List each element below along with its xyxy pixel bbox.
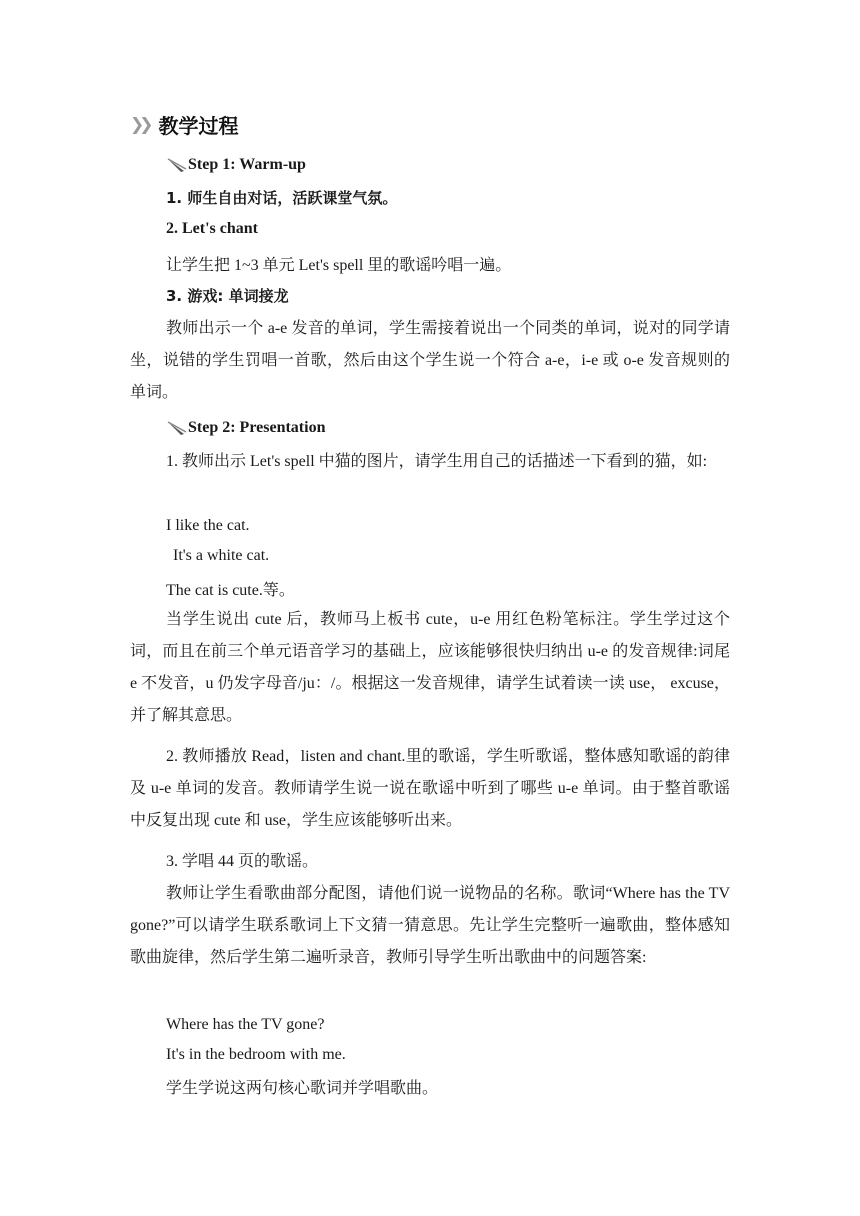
example-line-2: It's a white cat. [173,547,270,564]
step1-item1: 1. 师生自由对话，活跃课堂气氛。 [166,189,398,207]
example-line-1: I like the cat. [166,517,250,534]
example-line-4: Where has the TV gone? [166,1016,325,1033]
double-chevron-icon: ❯❯ [130,114,149,135]
step2-para2: 当学生说出 cute 后，教师马上板书 cute，u-e 用红色粉笔标注。学生学过这个词，而且在前三个单元语音学习的基础上，应该能够很快归纳出 u-e 的发音规律:词尾 e 不发音，u 仍发字母音/ju：/。根据这一发音规律，请学生试着读一读 use， excuse，并了解其意思。 [130,611,730,724]
step2-heading-text: Step 2: Presentation [188,419,326,436]
example-line-5: It's in the bedroom with me. [166,1046,346,1063]
step1-item3-text: 教师出示一个 a-e 发音的单词，学生需接着说出一个同类的单词，说对的同学请坐，说错的学生罚唱一首歌，然后由这个学生说一个符合 a-e，i-e 或 o-e 发音规则的单词。 [130,320,730,401]
step1-item2-text: 让学生把 1~3 单元 Let's spell 里的歌谣吟唱一遍。 [166,257,512,274]
step1-heading [130,156,306,174]
step2-para5: 教师让学生看歌曲部分配图，请他们说一说物品的名称。歌词“Where has the TV gone?”可以请学生联系歌词上下文猜一猜意思。先让学生完整听一遍歌曲，整体感知歌曲旋律，然后学生第二遍听录音，教师引导学生听出歌曲中的问题答案: [130,885,730,966]
step2-para3: 2. 教师播放 Read，listen and chant.里的歌谣，学生听歌谣，整体感知歌谣的韵律及 u-e 单词的发音。教师请学生说一说在歌谣中听到了哪些 u-e 单词。由于整首歌谣中反复出现 cute 和 use，学生应该能够听出来。 [130,748,730,829]
step2-para1: 1. 教师出示 Let's spell 中猫的图片，请学生用自己的话描述一下看到的猫，如: [166,453,708,470]
step2-heading [130,419,325,437]
step1-heading-text: Step 1: Warm-up [188,156,306,173]
step2-para6: 学生学说这两句核心歌词并学唱歌曲。 [166,1080,439,1097]
quill-icon [166,157,188,173]
section-title: 教学过程 [158,114,239,138]
quill-icon [166,420,188,436]
section-heading [130,110,239,139]
example-line-3: The cat is cute.等。 [166,582,295,599]
step1-item2: 2. Let's chant [166,220,258,237]
step2-para4: 3. 学唱 44 页的歌谣。 [166,853,319,870]
step1-item3: 3. 游戏: 单词接龙 [166,287,289,305]
